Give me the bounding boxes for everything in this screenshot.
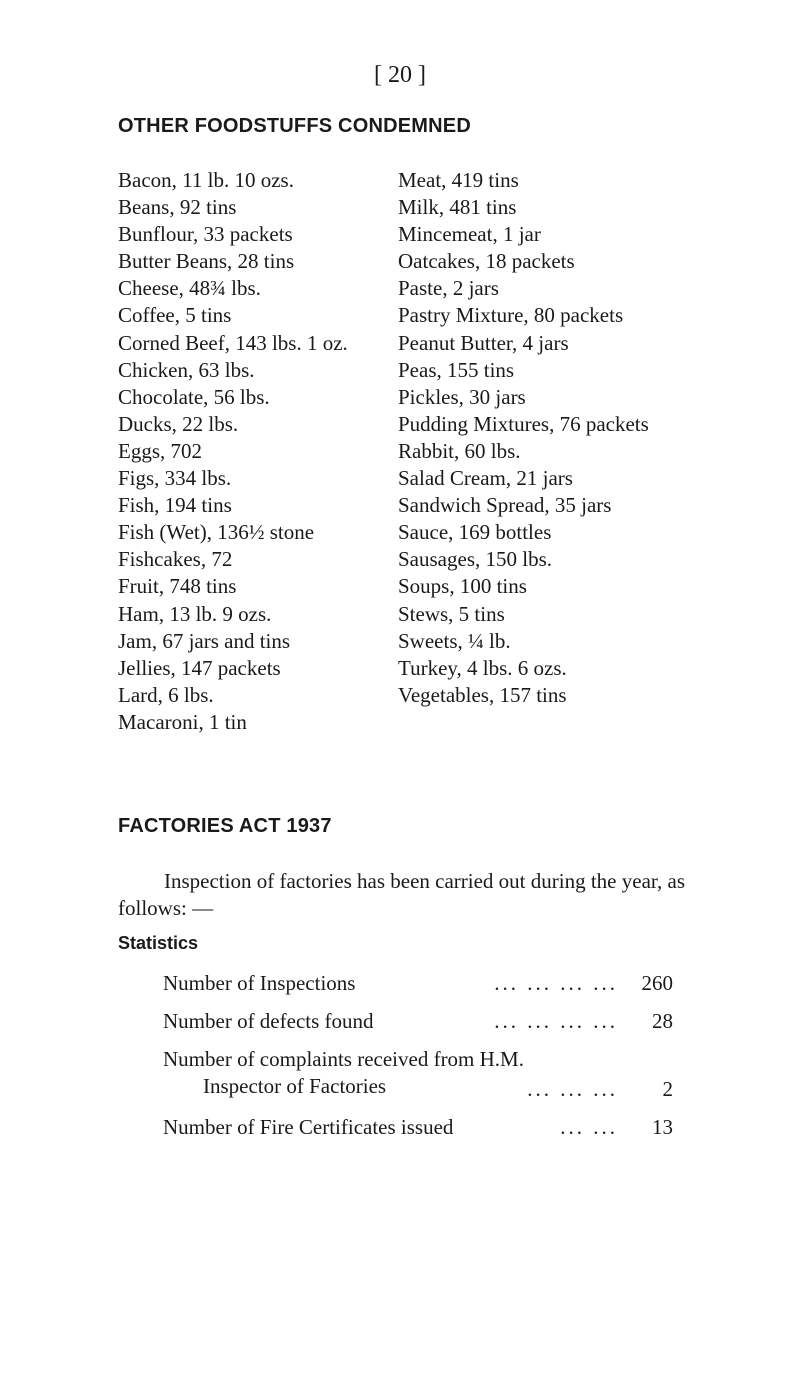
stat-label: Number of complaints received from H.M. <box>163 1047 524 1071</box>
list-item: Peas, 155 tins <box>398 357 515 382</box>
stat-label-continuation: Inspector of Factories <box>203 1074 387 1098</box>
list-item: Coffee, 5 tins <box>118 303 232 328</box>
list-item: Figs, 334 lbs. <box>118 466 232 491</box>
list-item: Butter Beans, 28 tins <box>118 249 295 274</box>
list-item: Stews, 5 tins <box>398 601 505 626</box>
list-item: Oatcakes, 18 packets <box>398 249 575 274</box>
list-item: Eggs, 702 <box>118 438 202 463</box>
list-item: Chocolate, 56 lbs. <box>118 384 270 409</box>
leader-dots: ... ... ... <box>527 1077 618 1101</box>
stat-row-complaints <box>163 1046 673 1114</box>
list-item: Bunflour, 33 packets <box>118 222 293 247</box>
section-title-factories: FACTORIES ACT 1937 <box>118 815 332 837</box>
stat-value: 13 <box>652 1115 673 1139</box>
foodstuffs-left-column <box>118 167 348 736</box>
list-item: Corned Beef, 143 lbs. 1 oz. <box>118 330 348 355</box>
page-number: [ 20 ] <box>374 62 426 88</box>
stat-row-defects <box>163 1008 673 1046</box>
list-item: Sauce, 169 bottles <box>398 520 552 545</box>
list-item: Peanut Butter, 4 jars <box>398 330 569 355</box>
list-item: Beans, 92 tins <box>118 195 237 220</box>
list-item: Fruit, 748 tins <box>118 574 237 599</box>
leader-dots: ... ... ... ... <box>494 1009 618 1033</box>
list-item: Lard, 6 lbs. <box>118 682 214 707</box>
list-item: Pastry Mixture, 80 packets <box>398 303 624 328</box>
list-item: Milk, 481 tins <box>398 195 517 220</box>
stat-row-inspections <box>163 970 673 1008</box>
leader-dots: ... ... ... ... <box>494 971 618 995</box>
list-item: Sandwich Spread, 35 jars <box>398 493 612 518</box>
list-item: Mincemeat, 1 jar <box>398 222 541 247</box>
list-item: Vegetables, 157 tins <box>398 682 567 707</box>
list-item: Soups, 100 tins <box>398 574 527 599</box>
stat-label: Number of Fire Certificates issued <box>163 1115 454 1139</box>
list-item: Jam, 67 jars and tins <box>118 628 291 653</box>
foodstuffs-right-column <box>398 167 649 709</box>
stat-value: 28 <box>652 1009 673 1033</box>
list-item: Turkey, 4 lbs. 6 ozs. <box>398 655 567 680</box>
stat-value: 2 <box>662 1077 673 1101</box>
stat-label: Number of Inspections <box>163 971 356 995</box>
list-item: Fishcakes, 72 <box>118 547 233 572</box>
stat-value: 260 <box>641 971 673 995</box>
list-item: Macaroni, 1 tin <box>118 709 247 734</box>
list-item: Jellies, 147 packets <box>118 655 281 680</box>
list-item: Chicken, 63 lbs. <box>118 357 255 382</box>
list-item: Cheese, 48¾ lbs. <box>118 276 261 301</box>
list-item: Meat, 419 tins <box>398 168 519 192</box>
list-item: Ham, 13 lb. 9 ozs. <box>118 601 272 626</box>
stat-label: Number of defects found <box>163 1009 374 1033</box>
list-item: Fish, 194 tins <box>118 493 232 518</box>
list-item: Salad Cream, 21 jars <box>398 466 573 491</box>
intro-paragraph: Inspection of factories has been carried out during the year, as follows: — <box>118 869 686 920</box>
list-item: Paste, 2 jars <box>398 276 499 301</box>
statistics-list <box>163 970 673 1152</box>
list-item: Pudding Mixtures, 76 packets <box>398 411 649 436</box>
statistics-heading: Statistics <box>118 933 199 953</box>
list-item: Bacon, 11 lb. 10 ozs. <box>118 168 294 192</box>
list-item: Sweets, ¼ lb. <box>398 628 511 653</box>
list-item: Fish (Wet), 136½ stone <box>118 520 315 545</box>
list-item: Pickles, 30 jars <box>398 384 526 409</box>
section-title-foodstuffs: OTHER FOODSTUFFS CONDEMNED <box>118 115 471 137</box>
stat-row-fire-certificates <box>163 1114 673 1152</box>
list-item: Ducks, 22 lbs. <box>118 411 239 436</box>
leader-dots: ... ... <box>560 1115 618 1139</box>
list-item: Sausages, 150 lbs. <box>398 547 552 572</box>
list-item: Rabbit, 60 lbs. <box>398 438 521 463</box>
